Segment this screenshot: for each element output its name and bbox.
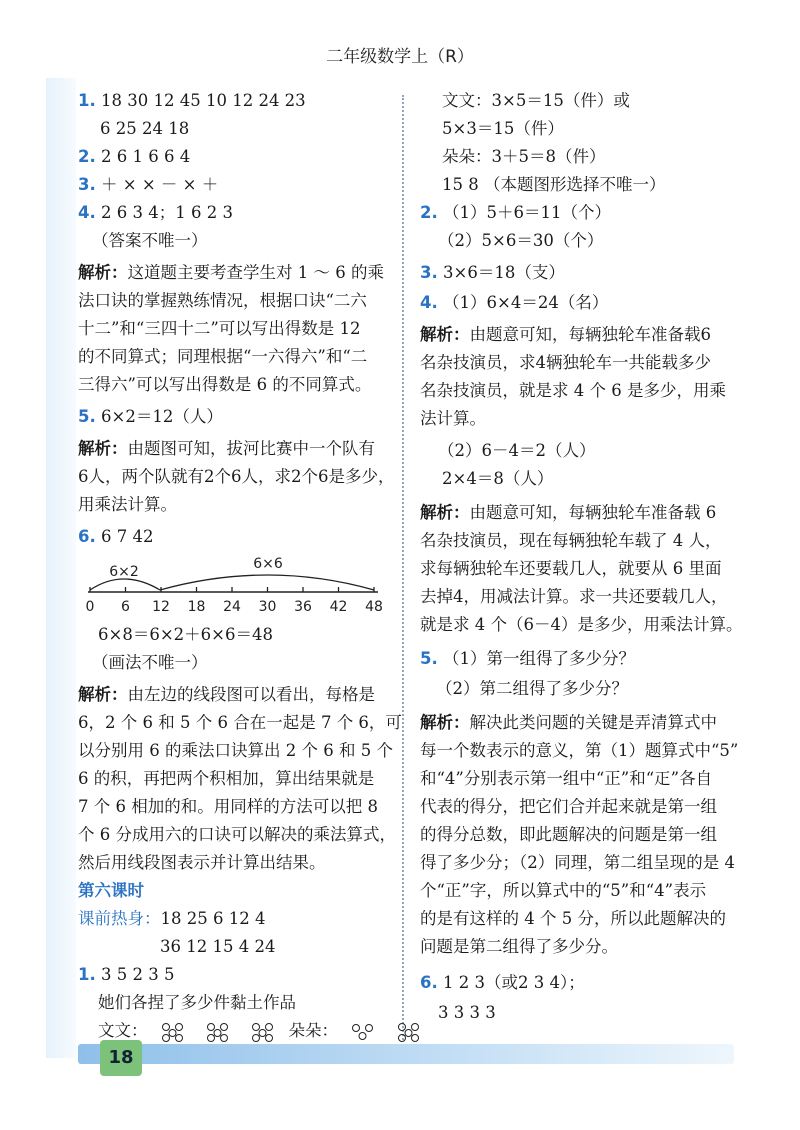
ra4b-line4: 去掉4，用减法计算。求一共还要载几人，: [420, 587, 728, 606]
warmup-row1: 课前热身：18 25 6 12 4: [78, 909, 266, 928]
axis-tick-label: 6: [121, 599, 130, 615]
a6-line1: 解析：由左边的线段图可以看出，每格是: [78, 685, 375, 704]
r4: 15 8 （本题图形选择不唯一）: [442, 175, 666, 194]
side-strip: [46, 78, 76, 1058]
q1-row2: 6 25 24 18: [100, 119, 190, 138]
column-divider: [402, 95, 404, 1040]
a5-line3: 用乘法计算。: [78, 495, 177, 514]
rq4b-line1: （2）6－4＝2（人）: [438, 441, 596, 460]
q1-row1: 1. 18 30 12 45 10 12 24 23: [78, 91, 306, 110]
s1-flowers: 文文： 朵朵：: [98, 1020, 429, 1042]
q2-answer: 2. 2 6 1 6 6 4: [78, 147, 191, 166]
axis-tick-label: 0: [85, 599, 95, 615]
flower-cluster-icon: [349, 1022, 377, 1042]
axis-tick-label: 48: [365, 599, 383, 615]
ra4a-line4: 法计算。: [420, 409, 486, 428]
ra5-line7: 个“正”字，所以算式中的“5”和“4”表示: [420, 881, 707, 900]
ra5-line6: 得了多少分；（2）同理，第二组呈现的是 4: [420, 853, 735, 872]
ra5-line3: 和“4”分别表示第一组中“正”和“𤴓”各自: [420, 769, 713, 788]
page-header: 二年级数学上（R）: [326, 47, 474, 67]
flower-cluster-icon: [159, 1022, 187, 1042]
ra4a-line2: 名杂技演员，求4辆独轮车一共能载多少: [420, 353, 711, 372]
ra5-line2: 每一个数表示的意义，第（1）题算式中“5”: [420, 741, 739, 760]
axis-tick-label: 12: [152, 599, 170, 615]
r2: 5×3＝15（件）: [442, 119, 564, 138]
axis-tick-label: 42: [329, 599, 348, 615]
q6-equation: 6×8＝6×2＋6×6＝48: [98, 625, 273, 644]
a5-line2: 6人，两个队就有2个6人，求2个6是多少，: [78, 467, 395, 486]
ra4b-line1: 解析：由题意可知，每辆独轮车准备载 6: [420, 503, 717, 522]
flower-cluster-icon: [395, 1022, 423, 1042]
axis-tick-label: 30: [258, 599, 277, 615]
ra5-line8: 的是有这样的 4 个 5 分，所以此题解决的: [420, 909, 726, 928]
rq4b-line2: 2×4＝8（人）: [442, 469, 554, 488]
rq4-answer: 4. （1）6×4＝24（名）: [420, 293, 609, 312]
rq5-line1: 5. （1）第一组得了多少分？: [420, 649, 635, 668]
a4-line4: 的不同算式；同理根据“一六得六”和“二: [78, 347, 368, 366]
r1: 文文：3×5＝15（件）或: [442, 91, 630, 110]
q6-answer: 6. 6 7 42: [78, 527, 154, 546]
s1-caption: 她们各捏了多少件黏土作品: [98, 993, 296, 1012]
ra4a-line1: 解析：由题意可知，每辆独轮车准备载6: [420, 325, 711, 344]
r3: 朵朵：3＋5＝8（件）: [442, 147, 606, 166]
rq6-line1: 6. 1 2 3（或2 3 4）；: [420, 973, 585, 992]
rq6-line2: 3 3 3 3: [438, 1003, 496, 1022]
a6-line2: 6，2 个 6 和 5 个 6 合在一起是 7 个 6，可: [78, 713, 402, 732]
flower-cluster-icon: [204, 1022, 232, 1042]
ra5-line5: 的得分总数，即此题解决的问题是第一组: [420, 825, 717, 844]
ra5-line9: 问题是第二组得了多少分。: [420, 937, 618, 956]
arc-small-label: 6×2: [109, 564, 139, 580]
ra4b-line2: 名杂技演员，现在每辆独轮车载了 4 人，: [420, 531, 722, 550]
rq5-line2: （2）第二组得了多少分？: [436, 679, 628, 698]
a4-line1: 解析：这道题主要考查学生对 1 ～ 6 的乘: [78, 263, 384, 282]
number-line-diagram: [78, 550, 398, 620]
ra4b-line5: 就是求 4 个（6－4）是多少，用乘法计算。: [420, 615, 743, 634]
a5-line1: 解析：由题图可知，拔河比赛中一个队有: [78, 439, 375, 458]
q5-answer: 5. 6×2＝12（人）: [78, 407, 223, 426]
rq3-answer: 3. 3×6＝18（支）: [420, 263, 565, 282]
a6-line7: 然后用线段图表示并计算出结果。: [78, 853, 326, 872]
a6-line3: 以分别用 6 的乘法口诀算出 2 个 6 和 5 个: [78, 741, 393, 760]
ra5-line1: 解析：解决此类问题的关键是弄清算式中: [420, 713, 717, 732]
q6-note: （画法不唯一）: [92, 653, 208, 672]
a4-line3: 十二”和“三四十二”可以写出得数是 12: [78, 319, 361, 338]
page-number: 18: [100, 1040, 142, 1076]
q4-note: （答案不唯一）: [92, 231, 208, 250]
footer-bar: [78, 1044, 734, 1064]
ra4b-line3: 求每辆独轮车还要载几人，就要从 6 里面: [420, 559, 722, 578]
ra4a-line3: 名杂技演员，就是求 4 个 6 是多少，用乘: [420, 381, 726, 400]
flower-cluster-icon: [249, 1022, 277, 1042]
warmup-row2: 36 12 15 4 24: [160, 937, 276, 956]
arc-big-label: 6×6: [253, 556, 283, 572]
rq2-line1: 2. （1）5＋6＝11（个）: [420, 203, 611, 222]
section-title: 第六课时: [78, 881, 144, 900]
q4-answer: 4. 2 6 3 4；1 6 2 3: [78, 203, 233, 222]
a6-line6: 个 6 分成用六的口诀可以解决的乘法算式，: [78, 825, 396, 844]
rq2-line2: （2）5×6＝30（个）: [438, 231, 604, 250]
ra5-line4: 代表的得分，把它们合并起来就是第一组: [420, 797, 717, 816]
axis-tick-label: 36: [294, 599, 312, 615]
a4-line2: 法口诀的掌握熟练情况，根据口诀“二六: [78, 291, 367, 310]
a4-line5: 三得六”可以写出得数是 6 的不同算式。: [78, 375, 372, 394]
a6-line4: 6 的积，再把两个积相加，算出结果就是: [78, 769, 375, 788]
axis-tick-label: 18: [187, 599, 206, 615]
s1-answer: 1. 3 5 2 3 5: [78, 965, 175, 984]
q3-answer: 3. ＋ × × － × ＋: [78, 175, 219, 194]
axis-tick-label: 24: [223, 599, 241, 615]
a6-line5: 7 个 6 相加的和。用同样的方法可以把 8: [78, 797, 378, 816]
